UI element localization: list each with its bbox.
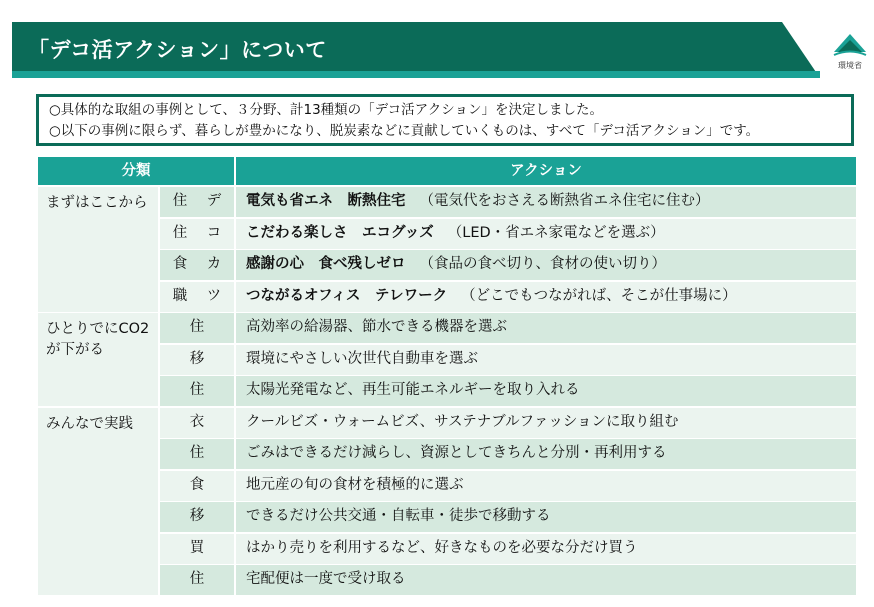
action-detail: （LED・省エネ家電などを選ぶ）	[447, 224, 665, 241]
action-detail: （どこでもつながれば、そこが仕事場に）	[461, 287, 737, 304]
action-cell: はかり売りを利用するなど、好きなものを必要な分だけ買う	[236, 534, 856, 564]
deco-letter: ツ	[206, 287, 222, 304]
action-title: 感謝の心 食べ残しゼロ	[246, 256, 406, 272]
field-cell	[160, 219, 234, 249]
field-label: 職	[172, 287, 188, 304]
action-cell	[236, 187, 856, 217]
action-cell: ごみはできるだけ減らし、資源としてきちんと分別・再利用する	[236, 439, 856, 469]
action-title: つながるオフィス テレワーク	[246, 287, 448, 304]
category-label: みんなで実践	[46, 415, 133, 432]
action-cell: 高効率の給湯器、節水できる機器を選ぶ	[236, 313, 856, 343]
field-cell: 住	[160, 313, 234, 343]
header-action: アクション	[236, 157, 856, 185]
logo-label: 環境省	[838, 61, 862, 70]
action-cell: 太陽光発電など、再生可能エネルギーを取り入れる	[236, 376, 856, 406]
intro-box	[36, 94, 854, 146]
field-cell: 食	[160, 471, 234, 501]
category-label: まずはここから	[46, 195, 148, 211]
action-detail: （電気代をおさえる断熱省エネ住宅に住む）	[419, 193, 710, 209]
field-cell: 住	[160, 376, 234, 406]
page-title: 「デコ活アクション」について	[28, 38, 327, 62]
ministry-logo	[830, 26, 870, 76]
category-label: ひとりでにCO2	[46, 321, 150, 337]
deco-letter: カ	[206, 256, 222, 272]
field-cell: 衣	[160, 408, 234, 438]
intro-line: ○以下の事例に限らず、暮らしが豊かになり、脱炭素などに貢献していくものは、すべて「デコ活アクション」です。	[49, 123, 760, 139]
category-cell	[38, 313, 158, 406]
action-cell: 環境にやさしい次世代自動車を選ぶ	[236, 345, 856, 375]
action-title: 電気も省エネ 断熱住宅	[246, 193, 406, 209]
field-label: 食	[172, 256, 188, 272]
field-label: 住	[172, 193, 188, 209]
action-cell: クールビズ・ウォームビズ、サステナブルファッションに取り組む	[236, 408, 856, 438]
category-cell	[38, 408, 158, 596]
mountain-logo-icon	[830, 26, 870, 60]
field-cell: 移	[160, 345, 234, 375]
field-cell: 住	[160, 439, 234, 469]
field-cell	[160, 250, 234, 280]
action-cell	[236, 250, 856, 280]
action-cell	[236, 282, 856, 312]
intro-line: ○具体的な取組の事例として、３分野、計13種類の「デコ活アクション」を決定しました。	[49, 102, 603, 118]
action-title: こだわる楽しさ エコグッズ	[246, 224, 434, 241]
action-detail: （食品の食べ切り、食材の使い切り）	[419, 256, 666, 272]
action-cell	[236, 219, 856, 249]
deco-letter: デ	[206, 193, 222, 209]
category-cell	[38, 187, 158, 312]
category-label: が下がる	[46, 342, 104, 358]
action-cell: できるだけ公共交通・自転車・徒歩で移動する	[236, 502, 856, 532]
field-cell	[160, 282, 234, 312]
field-cell: 買	[160, 534, 234, 564]
field-cell: 住	[160, 565, 234, 595]
deco-letter: コ	[206, 224, 222, 241]
field-cell	[160, 187, 234, 217]
header-category: 分類	[38, 157, 234, 185]
field-cell: 移	[160, 502, 234, 532]
field-label: 住	[172, 224, 188, 241]
action-cell: 宅配便は一度で受け取る	[236, 565, 856, 595]
action-cell: 地元産の旬の食材を積極的に選ぶ	[236, 471, 856, 501]
